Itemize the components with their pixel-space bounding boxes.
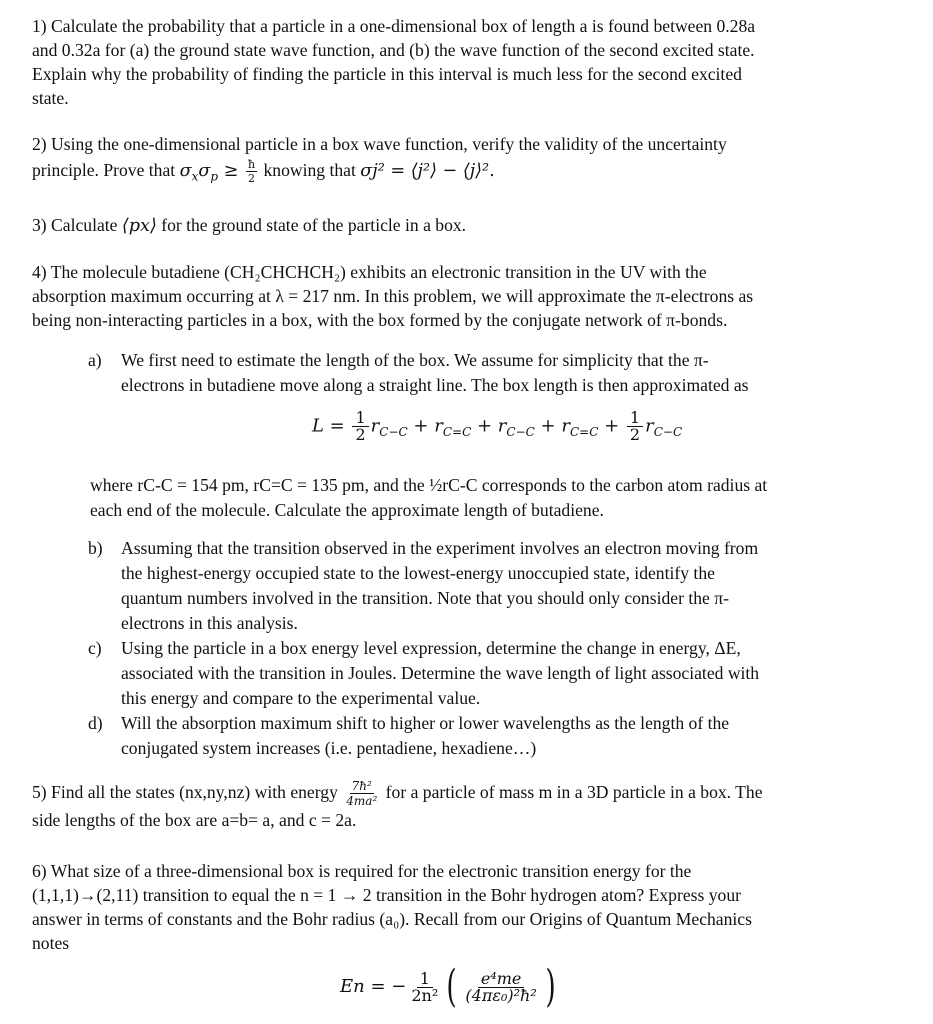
q2-variance-math: σj² = ⟨j²⟩ − ⟨j⟩². [360,161,495,181]
q2-hbar: ħ [248,157,256,171]
q4b-line3: quantum numbers involved in the transition. Note that you should only consider the π- [121,588,729,608]
q4b-line2: the highest-energy occupied state to the lowest-energy unoccupied state, identify the [121,563,715,583]
q4c-line3: this energy and compare to the experimental value. [121,688,481,708]
q4a-after-equation [90,473,880,523]
q4c-label: c) [88,638,102,658]
q4-part-c [88,636,863,711]
q3-math: ⟨px⟩ [121,216,157,236]
q4-line3: being non-interacting particles in a box, with the box formed by the conjugate network of π-bonds. [32,310,728,330]
bohr-frac1-num: 1 [417,971,433,988]
q4-line2: absorption maximum occurring at λ = 217 nm. In this problem, we will approximate the π-electrons as [32,286,754,306]
q2-line1: 2) Using the one-dimensional particle in a box wave function, verify the validity of the uncertainty [32,134,727,154]
q6-line2: (1,1,1)→(2,11) transition to equal the n = 1 → 2 transition in the Bohr hydrogen atom? Express your [32,885,741,905]
q2-line2-prefix: principle. Prove that [32,160,180,180]
q4c-line1: Using the particle in a box energy level expression, determine the change in energy, ΔE, [121,638,741,658]
q4d-label: d) [88,713,103,733]
q5-frac-num: 7ħ² [351,779,372,794]
q4b-label: b) [88,538,103,558]
question-1 [32,14,892,110]
question-5 [32,776,892,832]
q6-line4: notes [32,933,70,953]
q5-suffix: for a particle of mass m in a 3D particle in a box. The [381,782,763,802]
q1-line4: state. [32,88,69,108]
question-4 [32,260,892,332]
q5-line1 [32,776,892,808]
q4a-label: a) [88,350,102,370]
q4-part-d [88,711,863,761]
bohr-frac2-den: (4πε₀)²ħ² [465,985,537,1005]
q5-energy-fraction [344,780,379,807]
question-2 [32,132,892,189]
q4c-line2: associated with the transition in Joules. Determine the wave length of light associated with [121,663,760,683]
q4-part-b [88,536,863,636]
q3-suffix: for the ground state of the particle in a box. [156,215,467,235]
q4b-line4: electrons in this analysis. [121,613,298,633]
bohr-frac1-den: 2n² [411,985,439,1005]
q4d-line2: conjugated system increases (i.e. pentadiene, hexadiene…) [121,738,537,758]
q5-prefix: 5) Find all the states (nx,ny,nz) with energy [32,782,343,802]
q3-prefix: 3) Calculate [32,215,122,235]
q4a-after-line2: each end of the molecule. Calculate the approximate length of butadiene. [90,500,604,520]
q2-two: 2 [248,171,256,185]
box-length-equation: L = $\frac{1}{2}$ $r_{C-C} + r_{C=C} + r_{C-C} + r_{C=C}$ + $\frac{1}{2}$ $r_{C-C}$ [312,408,683,444]
q1-line2: and 0.32a for (a) the ground state wave function, and (b) the wave function of the second excited state. [32,40,755,60]
bohr-eq-lhs: En = − [340,976,407,997]
bohr-frac2-num: e⁴me [478,971,525,988]
bohr-energy-equation: En = − $\frac{1}{\text{2n²}}$ ( $\frac{\text{e⁴me}}{\text{(4πε₀)²ħ²}}$ ) [340,961,556,1012]
q5-line2: side lengths of the box are a=b= a, and c = 2a. [32,810,357,830]
q2-line2-mid: knowing that [259,160,361,180]
q4-line1: 4) The molecule butadiene (CH₂CHCHCH₂) exhibits an electronic transition in the UV with the [32,262,707,282]
q6-line1: 6) What size of a three-dimensional box is required for the electronic transition energy for the [32,861,692,881]
q5-frac-den: 4ma² [346,794,378,809]
q4b-line1: Assuming that the transition observed in the experiment involves an electron moving from [121,538,759,558]
q4a-after-line1: where rC-C = 154 pm, rC=C = 135 pm, and the ½rC-C corresponds to the carbon atom radius at [90,475,768,495]
q4a-line1: We first need to estimate the length of the box. We assume for simplicity that the π- [121,350,709,370]
q4a-line2: electrons in butadiene move along a straight line. The box length is then approximated as [121,375,749,395]
q2-uncertainty-math: $\sigma_x\sigma_p$ ≥ $\frac{ħ}{2}$ [179,157,256,185]
q1-line1: 1) Calculate the probability that a particle in a one-dimensional box of length a is found between 0.28a [32,16,756,36]
q1-line3: Explain why the probability of finding the particle in this interval is much less for the second excited [32,64,742,84]
q6-line3: answer in terms of constants and the Bohr radius (a₀). Recall from our Origins of Quantum Mechanics [32,909,752,929]
question-6 [32,859,892,955]
q4-part-a [88,348,863,398]
q2-line2 [32,158,892,189]
q4d-line1: Will the absorption maximum shift to higher or lower wavelengths as the length of the [121,713,730,733]
question-3 [32,213,892,238]
